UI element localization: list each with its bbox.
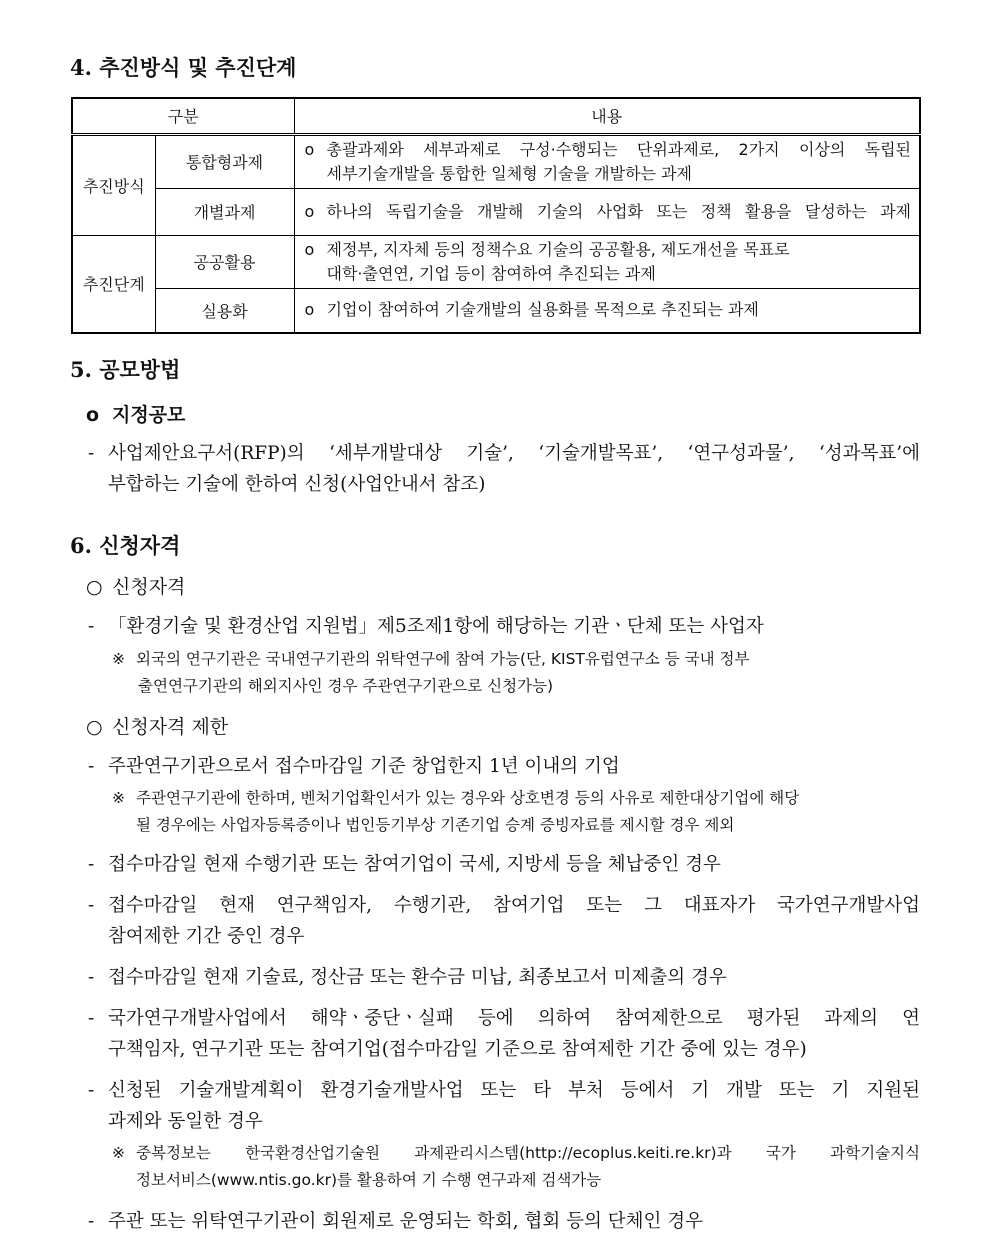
sub-integrated: 통합형과제 bbox=[155, 134, 294, 188]
header-category: 구분 bbox=[72, 98, 294, 134]
designated-call-heading: o 지정공모 bbox=[86, 404, 186, 426]
method-stage-table bbox=[71, 97, 921, 334]
list-item: - 접수마감일 현재 기술료, 정산금 또는 환수금 미납, 최종보고서 미제출의 경우 bbox=[88, 967, 727, 988]
group-method: 추진방식 bbox=[72, 134, 155, 235]
sub-public: 공공활용 bbox=[155, 235, 294, 288]
table-row bbox=[72, 188, 920, 235]
list-item: - 접수마감일 현재 수행기관 또는 참여기업이 국세, 지방세 등을 체납중인 경우 bbox=[88, 854, 721, 875]
section-5-title: 5. 공모방법 bbox=[70, 357, 181, 382]
desc-integrated: o 총괄과제와 세부과제로 구성·수행되는 단위과제로, 2가지 이상의 독립된 세부기술개발을 통합한 일체형 기술을 개발하는 과제 bbox=[294, 134, 920, 188]
table-row bbox=[72, 235, 920, 288]
table-row bbox=[72, 134, 920, 188]
table-row bbox=[72, 288, 920, 333]
desc-individual: o 하나의 독립기술을 개발해 기술의 사업화 또는 정책 활용을 달성하는 과제 bbox=[294, 188, 920, 235]
desc-public: o 제정부, 지자체 등의 정책수요 기술의 공공활용, 제도개선을 목표로 대학·출연연, 기업 등이 참여하여 추진되는 과제 bbox=[294, 235, 920, 288]
group-stage: 추진단계 bbox=[72, 235, 155, 333]
list-item: - 주관연구기관으로서 접수마감일 기준 창업한지 1년 이내의 기업 bbox=[88, 756, 620, 777]
list-item: - 사업제안요구서(RFP)의 ‘세부개발대상 기술’, ‘기술개발목표’, ‘연구성과물’, ‘성과목표’에 부합하는 기술에 한하여 신청(사업안내서 참조) bbox=[88, 443, 920, 495]
note-item: ※ 주관연구기관에 한하며, 벤처기업확인서가 있는 경우와 상호변경 등의 사유로 제한대상기업에 해당 될 경우에는 사업자등록증이나 법인등기부상 기존기업 승계 증빙자료를 제시할 경우 제외 bbox=[112, 789, 800, 834]
note-item: ※ 외국의 연구기관은 국내연구기관의 위탁연구에 참여 가능(단, KIST유럽연구소 등 국내 정부 출연연구기관의 해외지사인 경우 주관연구기관으로 신청가능) bbox=[112, 650, 750, 695]
list-item: - 국가연구개발사업에서 해약ㆍ중단ㆍ실패 등에 의하여 참여제한으로 평가된 과제의 연 구책임자, 연구기관 또는 참여기업(접수마감일 기준으로 참여제한 기간 중에 있는 경우) bbox=[88, 1008, 920, 1060]
note-item: ※ 중복정보는 한국환경산업기술원 과제관리시스템(http://ecoplus.keiti.re.kr)과 국가 과학기술지식 정보서비스(www.ntis.go.kr)를 활용하여 기 수행 연구과제 검색가능 bbox=[112, 1144, 920, 1189]
section-6-title: 6. 신청자격 bbox=[70, 533, 181, 558]
section-4-title: 4. 추진방식 및 추진단계 bbox=[70, 55, 297, 80]
header-content: 내용 bbox=[294, 98, 920, 134]
table-header-row bbox=[72, 98, 920, 134]
restriction-heading: ○ 신청자격 제한 bbox=[86, 716, 229, 738]
list-item: - 주관 또는 위탁연구기관이 회원제로 운영되는 학회, 협회 등의 단체인 경우 bbox=[88, 1211, 703, 1232]
desc-practical: o 기업이 참여하여 기술개발의 실용화를 목적으로 추진되는 과제 bbox=[294, 288, 920, 333]
sub-individual: 개별과제 bbox=[155, 188, 294, 235]
list-item: - 접수마감일 현재 연구책임자, 수행기관, 참여기업 또는 그 대표자가 국가연구개발사업 참여제한 기간 중인 경우 bbox=[88, 895, 920, 947]
list-item: - 신청된 기술개발계획이 환경기술개발사업 또는 타 부처 등에서 기 개발 또는 기 지원된 과제와 동일한 경우 bbox=[88, 1080, 920, 1132]
sub-practical: 실용화 bbox=[155, 288, 294, 333]
list-item: - 「환경기술 및 환경산업 지원법」제5조제1항에 해당하는 기관ㆍ단체 또는 사업자 bbox=[88, 616, 764, 637]
qualification-heading: ○ 신청자격 bbox=[86, 576, 186, 598]
